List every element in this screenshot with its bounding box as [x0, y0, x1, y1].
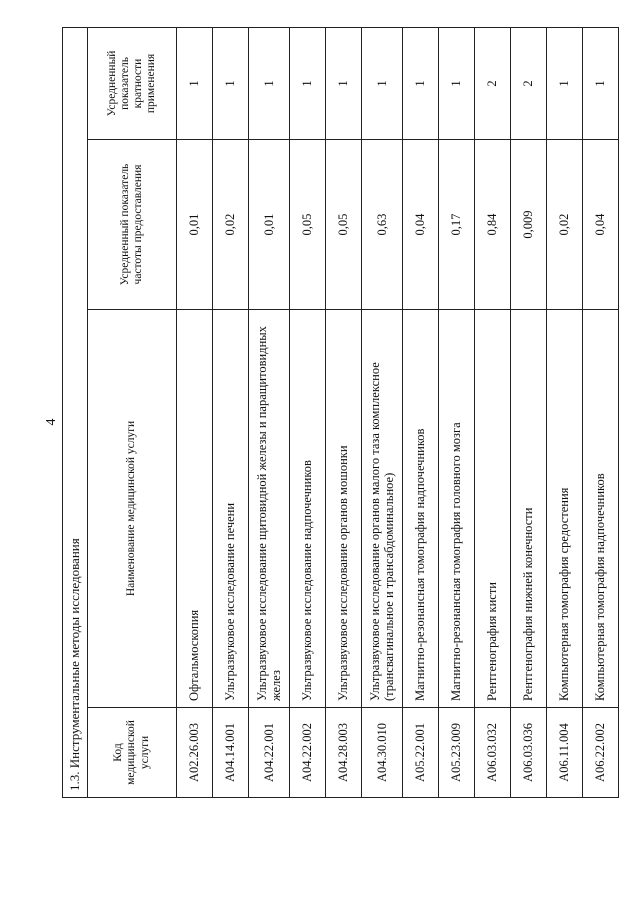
- service-name-cell: Магнитно-резонансная томография головного мозга: [439, 310, 475, 708]
- frequency-cell: 0,05: [290, 140, 326, 310]
- rotated-page-content: [62, 28, 608, 798]
- column-header-frequency: Усредненный показатель частоты предоставления: [88, 140, 177, 310]
- frequency-cell: 0,02: [213, 140, 249, 310]
- service-code-cell: A04.22.002: [290, 708, 326, 798]
- multiplicity-cell: 1: [583, 27, 619, 139]
- table-row: [403, 27, 439, 797]
- service-name-cell: Ультразвуковое исследование надпочечников: [290, 310, 326, 708]
- frequency-cell: 0,63: [362, 140, 403, 310]
- service-name-cell: Магнитно-резонансная томография надпочечников: [403, 310, 439, 708]
- table-row: [511, 27, 547, 797]
- service-name-cell: Компьютерная томография средостения: [547, 310, 583, 708]
- frequency-cell: 0,009: [511, 140, 547, 310]
- service-code-cell: A04.14.001: [213, 708, 249, 798]
- service-code-cell: A04.22.001: [249, 708, 290, 798]
- service-name-cell: Ультразвуковое исследование органов мошонки: [326, 310, 362, 708]
- table-row: [547, 27, 583, 797]
- table-row: [362, 27, 403, 797]
- table-row: [439, 27, 475, 797]
- services-table: [62, 27, 619, 798]
- frequency-cell: 0,04: [403, 140, 439, 310]
- service-code-cell: A02.26.003: [177, 708, 213, 798]
- column-header-code: Код медицинской услуги: [88, 708, 177, 798]
- service-name-cell: Рентгенография кисти: [475, 310, 511, 708]
- service-code-cell: A06.11.004: [547, 708, 583, 798]
- multiplicity-cell: 1: [177, 27, 213, 139]
- frequency-cell: 0,17: [439, 140, 475, 310]
- table-row: [583, 27, 619, 797]
- multiplicity-cell: 2: [511, 27, 547, 139]
- multiplicity-cell: 1: [547, 27, 583, 139]
- column-header-multiplicity: Усредненный показатель кратности применения: [88, 27, 177, 139]
- table-row: [475, 27, 511, 797]
- service-code-cell: A04.30.010: [362, 708, 403, 798]
- column-header-name: Наименование медицинской услуги: [88, 310, 177, 708]
- multiplicity-cell: 1: [403, 27, 439, 139]
- service-name-cell: Рентгенография нижней конечности: [511, 310, 547, 708]
- service-name-cell: Компьютерная томография надпочечников: [583, 310, 619, 708]
- frequency-cell: 0,04: [583, 140, 619, 310]
- multiplicity-cell: 1: [439, 27, 475, 139]
- multiplicity-cell: 1: [326, 27, 362, 139]
- multiplicity-cell: 1: [362, 27, 403, 139]
- multiplicity-cell: 1: [249, 27, 290, 139]
- service-name-cell: Ультразвуковое исследование органов малого таза комплексное (трансвагинальное и трансабдоминальное): [362, 310, 403, 708]
- service-code-cell: A05.23.009: [439, 708, 475, 798]
- table-row: [249, 27, 290, 797]
- frequency-cell: 0,84: [475, 140, 511, 310]
- service-name-cell: Офтальмоскопия: [177, 310, 213, 708]
- service-code-cell: A04.28.003: [326, 708, 362, 798]
- multiplicity-cell: 1: [290, 27, 326, 139]
- table-row: [290, 27, 326, 797]
- service-code-cell: A06.03.036: [511, 708, 547, 798]
- table-row: [177, 27, 213, 797]
- table-header-row: [88, 27, 177, 797]
- service-code-cell: A06.03.032: [475, 708, 511, 798]
- service-code-cell: A06.22.002: [583, 708, 619, 798]
- table-row: [213, 27, 249, 797]
- table-row: [326, 27, 362, 797]
- multiplicity-cell: 1: [213, 27, 249, 139]
- frequency-cell: 0,05: [326, 140, 362, 310]
- service-code-cell: A05.22.001: [403, 708, 439, 798]
- frequency-cell: 0,01: [249, 140, 290, 310]
- frequency-cell: 0,01: [177, 140, 213, 310]
- section-title: 1.3. Инструментальные методы исследования: [63, 27, 88, 797]
- multiplicity-cell: 2: [475, 27, 511, 139]
- frequency-cell: 0,02: [547, 140, 583, 310]
- service-name-cell: Ультразвуковое исследование щитовидной железы и паращитовидных желез: [249, 310, 290, 708]
- page-number: 4: [44, 418, 59, 426]
- service-name-cell: Ультразвуковое исследование печени: [213, 310, 249, 708]
